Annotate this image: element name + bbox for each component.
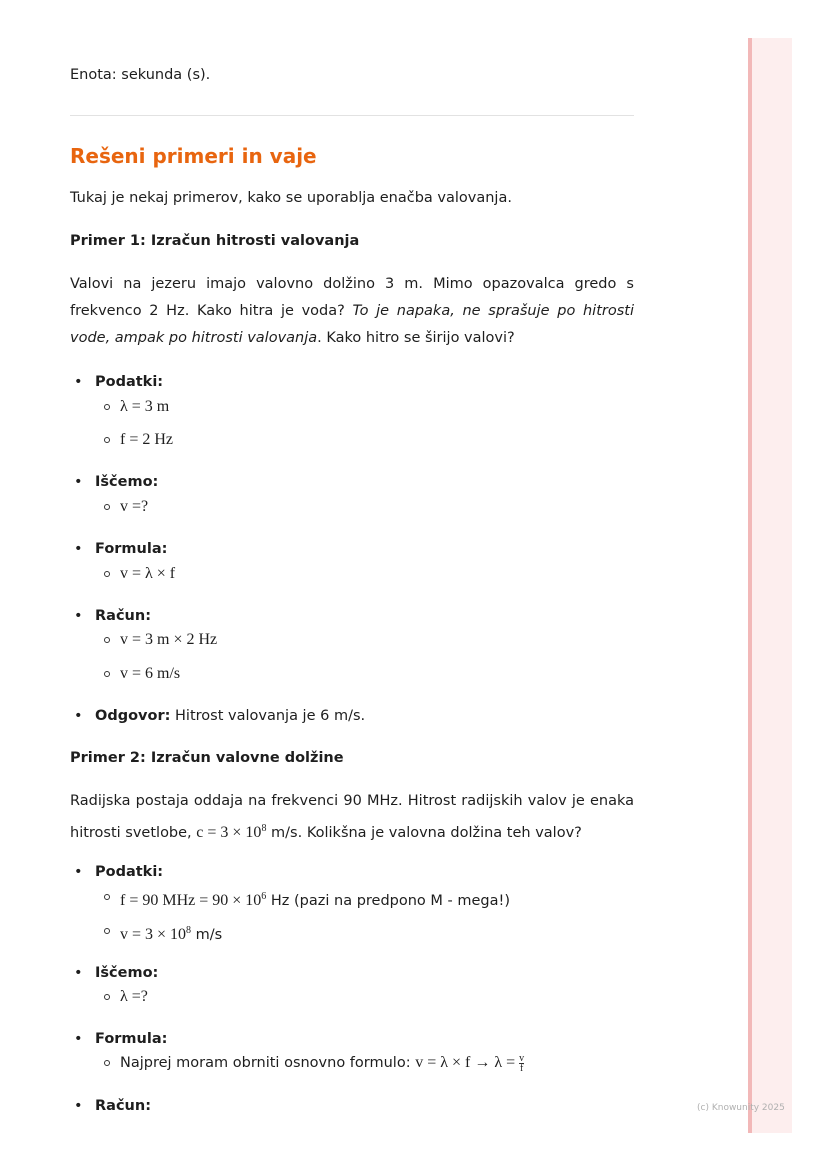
calc-step: v = 3 m × 2 Hz xyxy=(104,630,217,650)
formula-item: • Formula: xyxy=(80,1029,167,1049)
example1-text: Valovi na jezeru imajo valovno dolžino 3 m. Mimo opazovalca gredo s frekvenco 2 Hz. Kako hitra je voda? To je napaka, ne sprašuje po hitrosti vode, ampak po hitrosti valovanja. Kako hitro se širijo valovi? xyxy=(70,276,635,346)
formula-value: Najprej moram obrniti osnovno formulo: v = λ × f → λ = $\frac{v}{f}$ xyxy=(104,1053,524,1073)
unit-text: Enota: sekunda (s). xyxy=(70,67,211,83)
calc-step: v = 6 m/s xyxy=(104,664,180,684)
formula-value: v = λ × f xyxy=(104,564,175,584)
formula-item: • Formula: xyxy=(80,539,167,559)
find-value: v =? xyxy=(104,497,148,517)
given-value: λ = 3 m xyxy=(104,397,169,417)
section-title: Rešeni primeri in vaje xyxy=(70,144,317,168)
calc-item: • Račun: xyxy=(80,1096,151,1116)
given-item: • Podatki: xyxy=(80,862,163,882)
divider xyxy=(70,115,634,116)
answer-item: • Odgovor: Hitrost valovanja je 6 m/s. xyxy=(80,706,365,726)
calc-item: • Račun: xyxy=(80,606,151,626)
example2-text: Radijska postaja oddaja na frekvenci 90 MHz. Hitrost radijskih valov je enaka hitrosti svetlobe, $c = 3 \times 10^8$ m/s. Kolikšna je valovna dolžina teh valov? xyxy=(70,793,634,841)
find-item: • Iščemo: xyxy=(80,963,158,983)
given-value: f = 90 MHz = $90 \times 10^6$ Hz (pazi na predpono M - mega!) xyxy=(104,887,510,911)
example2-title: Primer 2: Izračun valovne dolžine xyxy=(70,750,344,766)
fraction: $\frac{v}{f}$ xyxy=(519,1052,525,1074)
given-value: $v = 3 \times 10^8$ m/s xyxy=(104,921,222,945)
given-value: f = 2 Hz xyxy=(104,430,173,450)
example1-title: Primer 1: Izračun hitrosti valovanja xyxy=(70,233,360,249)
find-item: • Iščemo: xyxy=(80,472,158,492)
given-item: • Podatki: xyxy=(80,372,163,392)
section-intro: Tukaj je nekaj primerov, kako se uporablja enačba valovanja. xyxy=(70,190,512,206)
side-panel xyxy=(748,38,792,1133)
watermark: (c) Knowunity 2025 xyxy=(697,1103,785,1113)
find-value: λ =? xyxy=(104,987,148,1007)
